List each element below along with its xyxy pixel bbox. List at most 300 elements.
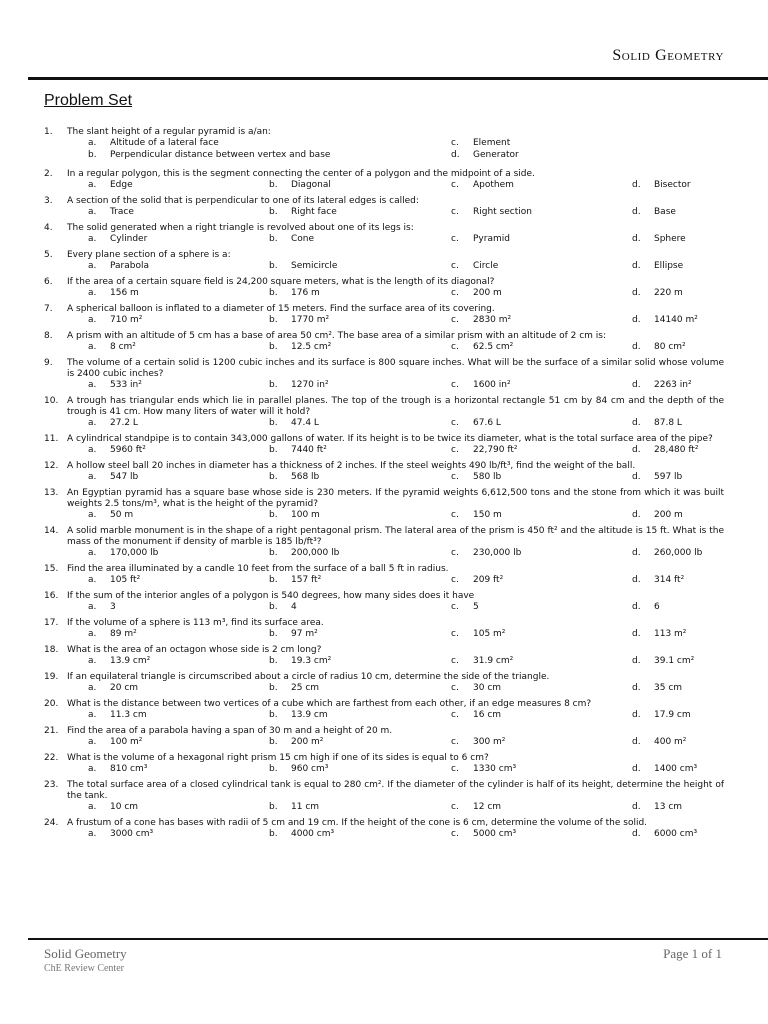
problem-number: 11. xyxy=(44,434,59,444)
problem-number: 4. xyxy=(44,223,53,233)
problem-number: 10. xyxy=(44,396,59,406)
choice-text: 89 m² xyxy=(110,629,137,639)
problem-item xyxy=(0,358,768,392)
choice-text: 1600 in² xyxy=(473,380,511,390)
choice-text: 28,480 ft² xyxy=(654,445,699,455)
choice-letter: c. xyxy=(451,234,459,244)
choice-text: 11 cm xyxy=(291,802,320,812)
choice-letter: a. xyxy=(88,180,97,190)
choice-text: Ellipse xyxy=(654,261,684,271)
choice-letter: b. xyxy=(269,418,278,428)
choice-letter: d. xyxy=(632,445,641,455)
answer-choice xyxy=(451,380,511,391)
choice-letter: a. xyxy=(88,829,97,839)
choice-letter: a. xyxy=(88,656,97,666)
choice-letter: d. xyxy=(632,656,641,666)
problem-question: The solid generated when a right triangle is revolved about one of its legs is: xyxy=(67,223,414,233)
choice-text: 3000 cm³ xyxy=(110,829,154,839)
choice-letter: c. xyxy=(451,683,459,693)
problem-item xyxy=(0,726,768,749)
answer-choice xyxy=(632,342,686,353)
problem-question: What is the volume of a hexagonal right prism 15 cm high if one of its sides is equal to 6 cm? xyxy=(67,753,489,763)
answer-choice xyxy=(451,737,505,748)
choice-letter: a. xyxy=(88,315,97,325)
choice-letter: c. xyxy=(451,764,459,774)
choice-letter: a. xyxy=(88,737,97,747)
choice-letter: b. xyxy=(269,710,278,720)
choice-letter: c. xyxy=(451,510,459,520)
answer-choice xyxy=(451,548,521,559)
problem-item xyxy=(0,753,768,776)
problem-question: The total surface area of a closed cylindrical tank is equal to 280 cm². If the diameter of the cylinder is half of its height, determine the height of the tank. xyxy=(67,780,724,801)
answer-choice xyxy=(632,629,686,640)
problem-question: A solid marble monument is in the shape of a right pentagonal prism. The lateral area of the prism is 450 ft² and the altitude is 15 ft. What is the mass of the monument if density of marble is 185 lb/ft³? xyxy=(67,526,724,547)
choice-text: Parabola xyxy=(110,261,149,271)
choice-letter: b. xyxy=(269,764,278,774)
answer-choice xyxy=(451,656,513,667)
answer-choice xyxy=(632,472,682,483)
choice-text: Diagonal xyxy=(291,180,331,190)
answer-choices xyxy=(0,575,768,587)
choice-letter: d. xyxy=(632,802,641,812)
answer-choice xyxy=(88,315,142,326)
choice-text: 25 cm xyxy=(291,683,320,693)
choice-text: Pyramid xyxy=(473,234,510,244)
choice-text: Edge xyxy=(110,180,133,190)
choice-letter: d. xyxy=(632,629,641,639)
answer-choices xyxy=(0,261,768,273)
choice-text: 62.5 cm² xyxy=(473,342,514,352)
problem-number: 1. xyxy=(44,127,53,137)
choice-text: 80 cm² xyxy=(654,342,686,352)
answer-choice xyxy=(451,445,518,456)
answer-choice xyxy=(88,764,147,775)
problem-number: 18. xyxy=(44,645,59,655)
problem-question: If an equilateral triangle is circumscribed about a circle of radius 10 cm, determine the side of the triangle. xyxy=(67,672,550,682)
answer-choice xyxy=(632,710,691,721)
choice-text: 20 cm xyxy=(110,683,139,693)
choice-text: Bisector xyxy=(654,180,691,190)
choice-letter: d. xyxy=(451,150,460,160)
answer-choice xyxy=(88,602,116,613)
answer-choice xyxy=(88,656,150,667)
answer-choice xyxy=(88,150,330,161)
answer-choice xyxy=(88,472,138,483)
choice-text: 200 m xyxy=(654,510,683,520)
answer-choice xyxy=(632,445,699,456)
choice-letter: a. xyxy=(88,234,97,244)
answer-choice xyxy=(632,802,682,813)
choice-text: Base xyxy=(654,207,676,217)
answer-choices xyxy=(0,445,768,457)
problem-question: A cylindrical standpipe is to contain 343,000 gallons of water. If its height is to be twice its diameter, what is the total surface area of the pipe? xyxy=(67,434,713,444)
answer-choices xyxy=(0,548,768,560)
choice-text: 1270 in² xyxy=(291,380,329,390)
choice-text: 710 m² xyxy=(110,315,143,325)
choice-letter: b. xyxy=(88,150,97,160)
choice-letter: b. xyxy=(269,802,278,812)
choice-text: 200,000 lb xyxy=(291,548,340,558)
choice-text: 13.9 cm xyxy=(291,710,328,720)
answer-choice xyxy=(451,315,511,326)
choice-letter: d. xyxy=(632,510,641,520)
choice-text: 17.9 cm xyxy=(654,710,691,720)
answer-choice xyxy=(269,380,329,391)
choice-letter: c. xyxy=(451,548,459,558)
choice-letter: a. xyxy=(88,629,97,639)
choice-letter: a. xyxy=(88,510,97,520)
choice-letter: c. xyxy=(451,207,459,217)
problem-item xyxy=(0,618,768,641)
choice-text: Sphere xyxy=(654,234,686,244)
answer-choice xyxy=(451,829,516,840)
choice-letter: c. xyxy=(451,288,459,298)
answer-choice xyxy=(269,710,328,721)
choice-letter: b. xyxy=(269,656,278,666)
choice-letter: d. xyxy=(632,180,641,190)
answer-choice xyxy=(269,764,328,775)
problem-number: 19. xyxy=(44,672,59,682)
choice-text: 568 lb xyxy=(291,472,320,482)
answer-choice xyxy=(632,315,698,326)
problem-question: A section of the solid that is perpendicular to one of its lateral edges is called: xyxy=(67,196,419,206)
answer-choice xyxy=(632,656,694,667)
problem-item xyxy=(0,223,768,246)
answer-choices xyxy=(0,802,768,814)
footer-title: Solid Geometry xyxy=(44,946,127,961)
answer-choice xyxy=(88,418,138,429)
answer-choice xyxy=(269,261,337,272)
answer-choice xyxy=(451,802,501,813)
answer-choice xyxy=(632,764,697,775)
choice-text: 87.8 L xyxy=(654,418,682,428)
answer-choice xyxy=(88,510,133,521)
choice-text: 314 ft² xyxy=(654,575,685,585)
choice-text: 12.5 cm² xyxy=(291,342,332,352)
problem-number: 15. xyxy=(44,564,59,574)
answer-choice xyxy=(451,138,510,149)
section-title: Problem Set xyxy=(44,92,133,109)
problem-item xyxy=(0,818,768,841)
problem-number: 2. xyxy=(44,169,53,179)
answer-choices xyxy=(0,683,768,695)
answer-choice xyxy=(451,207,532,218)
problem-question: If the sum of the interior angles of a polygon is 540 degrees, how many sides does it have xyxy=(67,591,475,601)
header-rule xyxy=(28,77,768,80)
choice-letter: d. xyxy=(632,575,641,585)
answer-choices xyxy=(0,656,768,668)
problem-question: A prism with an altitude of 5 cm has a base of area 50 cm². The base area of a similar prism with an altitude of 2 cm is: xyxy=(67,331,607,341)
footer-subtitle: ChE Review Center xyxy=(44,963,124,974)
choice-text: 300 m² xyxy=(473,737,506,747)
answer-choice xyxy=(632,234,686,245)
answer-choice xyxy=(269,472,319,483)
choice-letter: a. xyxy=(88,288,97,298)
problem-number: 24. xyxy=(44,818,59,828)
answer-choices xyxy=(0,764,768,776)
answer-choice xyxy=(88,380,142,391)
answer-choices xyxy=(0,207,768,219)
answer-choice xyxy=(632,575,684,586)
problem-item xyxy=(0,591,768,614)
answer-choice xyxy=(269,548,339,559)
choice-letter: c. xyxy=(451,180,459,190)
problem-number: 3. xyxy=(44,196,53,206)
answer-choice xyxy=(451,150,519,161)
problem-question: The slant height of a regular pyramid is a/an: xyxy=(67,127,271,137)
choice-letter: b. xyxy=(269,629,278,639)
answer-choice xyxy=(632,180,691,191)
choice-text: 220 m xyxy=(654,288,683,298)
problem-item xyxy=(0,645,768,668)
answer-choice xyxy=(88,802,138,813)
choice-text: 2263 in² xyxy=(654,380,692,390)
choice-text: 10 cm xyxy=(110,802,139,812)
answer-choice xyxy=(269,629,318,640)
choice-text: Altitude of a lateral face xyxy=(110,138,219,148)
choice-text: Cone xyxy=(291,234,315,244)
problem-item xyxy=(0,304,768,327)
answer-choice xyxy=(269,234,314,245)
choice-text: 13 cm xyxy=(654,802,683,812)
problem-number: 5. xyxy=(44,250,53,260)
answer-choice xyxy=(269,575,321,586)
choice-letter: c. xyxy=(451,342,459,352)
problem-number: 20. xyxy=(44,699,59,709)
choice-letter: b. xyxy=(269,510,278,520)
problem-question: The volume of a certain solid is 1200 cubic inches and its surface is 800 square inches. What will be the surface of a similar solid whose volume is 2400 cubic inches? xyxy=(67,358,724,379)
answer-choice xyxy=(269,288,320,299)
answer-choice xyxy=(88,138,219,149)
answer-choice xyxy=(88,234,147,245)
choice-text: 47.4 L xyxy=(291,418,319,428)
problem-question: Every plane section of a sphere is a: xyxy=(67,250,231,260)
choice-letter: b. xyxy=(269,445,278,455)
choice-text: 105 ft² xyxy=(110,575,141,585)
choice-letter: c. xyxy=(451,602,459,612)
choice-letter: b. xyxy=(269,380,278,390)
choice-letter: c. xyxy=(451,418,459,428)
choice-text: Perpendicular distance between vertex and base xyxy=(110,150,331,160)
problem-question: What is the distance between two vertices of a cube which are farthest from each other, if an edge measures 8 cm? xyxy=(67,699,592,709)
choice-letter: a. xyxy=(88,445,97,455)
choice-letter: a. xyxy=(88,261,97,271)
choice-text: 5960 ft² xyxy=(110,445,146,455)
answer-choice xyxy=(451,261,498,272)
choice-text: 7440 ft² xyxy=(291,445,327,455)
answer-choice xyxy=(88,629,137,640)
choice-letter: a. xyxy=(88,683,97,693)
choice-text: 50 m xyxy=(110,510,134,520)
answer-choices xyxy=(0,180,768,192)
choice-letter: d. xyxy=(632,472,641,482)
choice-letter: b. xyxy=(269,288,278,298)
choice-text: 11.3 cm xyxy=(110,710,147,720)
problem-item xyxy=(0,699,768,722)
answer-choice xyxy=(451,710,501,721)
answer-choices xyxy=(0,737,768,749)
choice-letter: c. xyxy=(451,315,459,325)
choice-letter: d. xyxy=(632,548,641,558)
answer-choice xyxy=(88,445,146,456)
choice-letter: a. xyxy=(88,575,97,585)
answer-choice xyxy=(632,829,697,840)
answer-choice xyxy=(451,342,513,353)
answer-choice xyxy=(269,180,331,191)
choice-text: Right section xyxy=(473,207,532,217)
answer-choice xyxy=(451,683,501,694)
problem-question: A spherical balloon is inflated to a diameter of 15 meters. Find the surface area of its covering. xyxy=(67,304,495,314)
problem-item xyxy=(0,169,768,192)
answer-choice xyxy=(632,548,702,559)
choice-letter: c. xyxy=(451,261,459,271)
choice-text: 3 xyxy=(110,602,116,612)
choice-text: 810 cm³ xyxy=(110,764,148,774)
problem-item xyxy=(0,434,768,457)
answer-choice xyxy=(451,629,505,640)
choice-text: 31.9 cm² xyxy=(473,656,514,666)
choice-letter: b. xyxy=(269,829,278,839)
choice-letter: b. xyxy=(269,207,278,217)
choice-text: 209 ft² xyxy=(473,575,504,585)
answer-choice xyxy=(88,737,142,748)
answer-choice xyxy=(451,418,501,429)
choice-text: 156 m xyxy=(110,288,139,298)
problem-item xyxy=(0,672,768,695)
answer-choices xyxy=(0,288,768,300)
problem-item xyxy=(0,780,768,814)
choice-text: 260,000 lb xyxy=(654,548,703,558)
problem-item xyxy=(0,277,768,300)
answer-choice xyxy=(632,288,683,299)
answer-choice xyxy=(269,418,319,429)
problem-item xyxy=(0,564,768,587)
choice-letter: d. xyxy=(632,764,641,774)
choice-text: 67.6 L xyxy=(473,418,501,428)
choice-letter: c. xyxy=(451,737,459,747)
problem-item xyxy=(0,196,768,219)
answer-choice xyxy=(451,764,516,775)
answer-choice xyxy=(632,510,683,521)
choice-text: Element xyxy=(473,138,511,148)
answer-choice xyxy=(269,737,323,748)
answer-choice xyxy=(269,315,329,326)
choice-letter: b. xyxy=(269,472,278,482)
choice-text: 580 lb xyxy=(473,472,502,482)
choice-letter: d. xyxy=(632,342,641,352)
choice-text: 200 m² xyxy=(291,737,324,747)
choice-letter: c. xyxy=(451,380,459,390)
choice-letter: b. xyxy=(269,737,278,747)
choice-letter: b. xyxy=(269,683,278,693)
choice-text: 170,000 lb xyxy=(110,548,159,558)
choice-letter: a. xyxy=(88,138,97,148)
choice-letter: b. xyxy=(269,234,278,244)
problem-question: What is the area of an octagon whose side is 2 cm long? xyxy=(67,645,322,655)
choice-letter: c. xyxy=(451,656,459,666)
problem-number: 23. xyxy=(44,780,59,790)
choice-text: 97 m² xyxy=(291,629,318,639)
page-number: Page 1 of 1 xyxy=(663,946,722,961)
choice-letter: c. xyxy=(451,629,459,639)
choice-letter: c. xyxy=(451,472,459,482)
problem-item xyxy=(0,488,768,522)
choice-text: 4000 cm³ xyxy=(291,829,335,839)
choice-text: 176 m xyxy=(291,288,320,298)
problem-number: 14. xyxy=(44,526,59,536)
answer-choice xyxy=(269,683,319,694)
problem-number: 17. xyxy=(44,618,59,628)
answer-choice xyxy=(88,710,147,721)
choice-letter: b. xyxy=(269,342,278,352)
problem-question: Find the area of a parabola having a span of 30 m and a height of 20 m. xyxy=(67,726,393,736)
choice-text: 1770 m² xyxy=(291,315,330,325)
problem-number: 12. xyxy=(44,461,59,471)
choice-letter: d. xyxy=(632,737,641,747)
answer-choice xyxy=(632,418,682,429)
choice-letter: d. xyxy=(632,710,641,720)
answer-choice xyxy=(269,445,327,456)
choice-text: 150 m xyxy=(473,510,502,520)
answer-choice xyxy=(269,342,331,353)
answer-choice xyxy=(269,602,297,613)
choice-text: 6 xyxy=(654,602,660,612)
answer-choice xyxy=(632,207,676,218)
answer-choices xyxy=(0,138,768,162)
choice-text: 157 ft² xyxy=(291,575,322,585)
choice-text: 16 cm xyxy=(473,710,502,720)
choice-letter: b. xyxy=(269,180,278,190)
choice-text: 2830 m² xyxy=(473,315,512,325)
choice-text: 960 cm³ xyxy=(291,764,329,774)
choice-letter: a. xyxy=(88,602,97,612)
problem-item xyxy=(0,127,768,162)
answer-choice xyxy=(632,737,686,748)
choice-letter: a. xyxy=(88,342,97,352)
answer-choices xyxy=(0,418,768,430)
problem-number: 7. xyxy=(44,304,53,314)
answer-choice xyxy=(88,180,133,191)
choice-letter: a. xyxy=(88,764,97,774)
problem-number: 6. xyxy=(44,277,53,287)
choice-letter: c. xyxy=(451,575,459,585)
choice-letter: a. xyxy=(88,380,97,390)
problem-number: 9. xyxy=(44,358,53,368)
choice-letter: d. xyxy=(632,380,641,390)
choice-letter: d. xyxy=(632,418,641,428)
choice-letter: d. xyxy=(632,207,641,217)
problem-question: In a regular polygon, this is the segment connecting the center of a polygon and the midpoint of a side. xyxy=(67,169,535,179)
answer-choice xyxy=(269,656,331,667)
choice-letter: b. xyxy=(269,602,278,612)
choice-text: 6000 cm³ xyxy=(654,829,698,839)
answer-choice xyxy=(632,261,683,272)
choice-text: 30 cm xyxy=(473,683,502,693)
choice-text: Trace xyxy=(110,207,134,217)
answer-choices xyxy=(0,602,768,614)
problem-question: A hollow steel ball 20 inches in diameter has a thickness of 2 inches. If the steel weights 490 lb/ft³, find the weight of the ball. xyxy=(67,461,636,471)
answer-choice xyxy=(451,288,502,299)
choice-text: 113 m² xyxy=(654,629,687,639)
choice-text: 100 m xyxy=(291,510,320,520)
problem-question: A trough has triangular ends which lie in parallel planes. The top of the trough is a horizontal rectangle 51 cm by 84 cm and the depth of the trough is 41 cm. How many liters of water will it hold? xyxy=(67,396,724,417)
answer-choice xyxy=(632,380,692,391)
choice-text: 1330 cm³ xyxy=(473,764,517,774)
answer-choices xyxy=(0,342,768,354)
choice-letter: c. xyxy=(451,829,459,839)
problem-number: 13. xyxy=(44,488,59,498)
choice-text: Generator xyxy=(473,150,519,160)
